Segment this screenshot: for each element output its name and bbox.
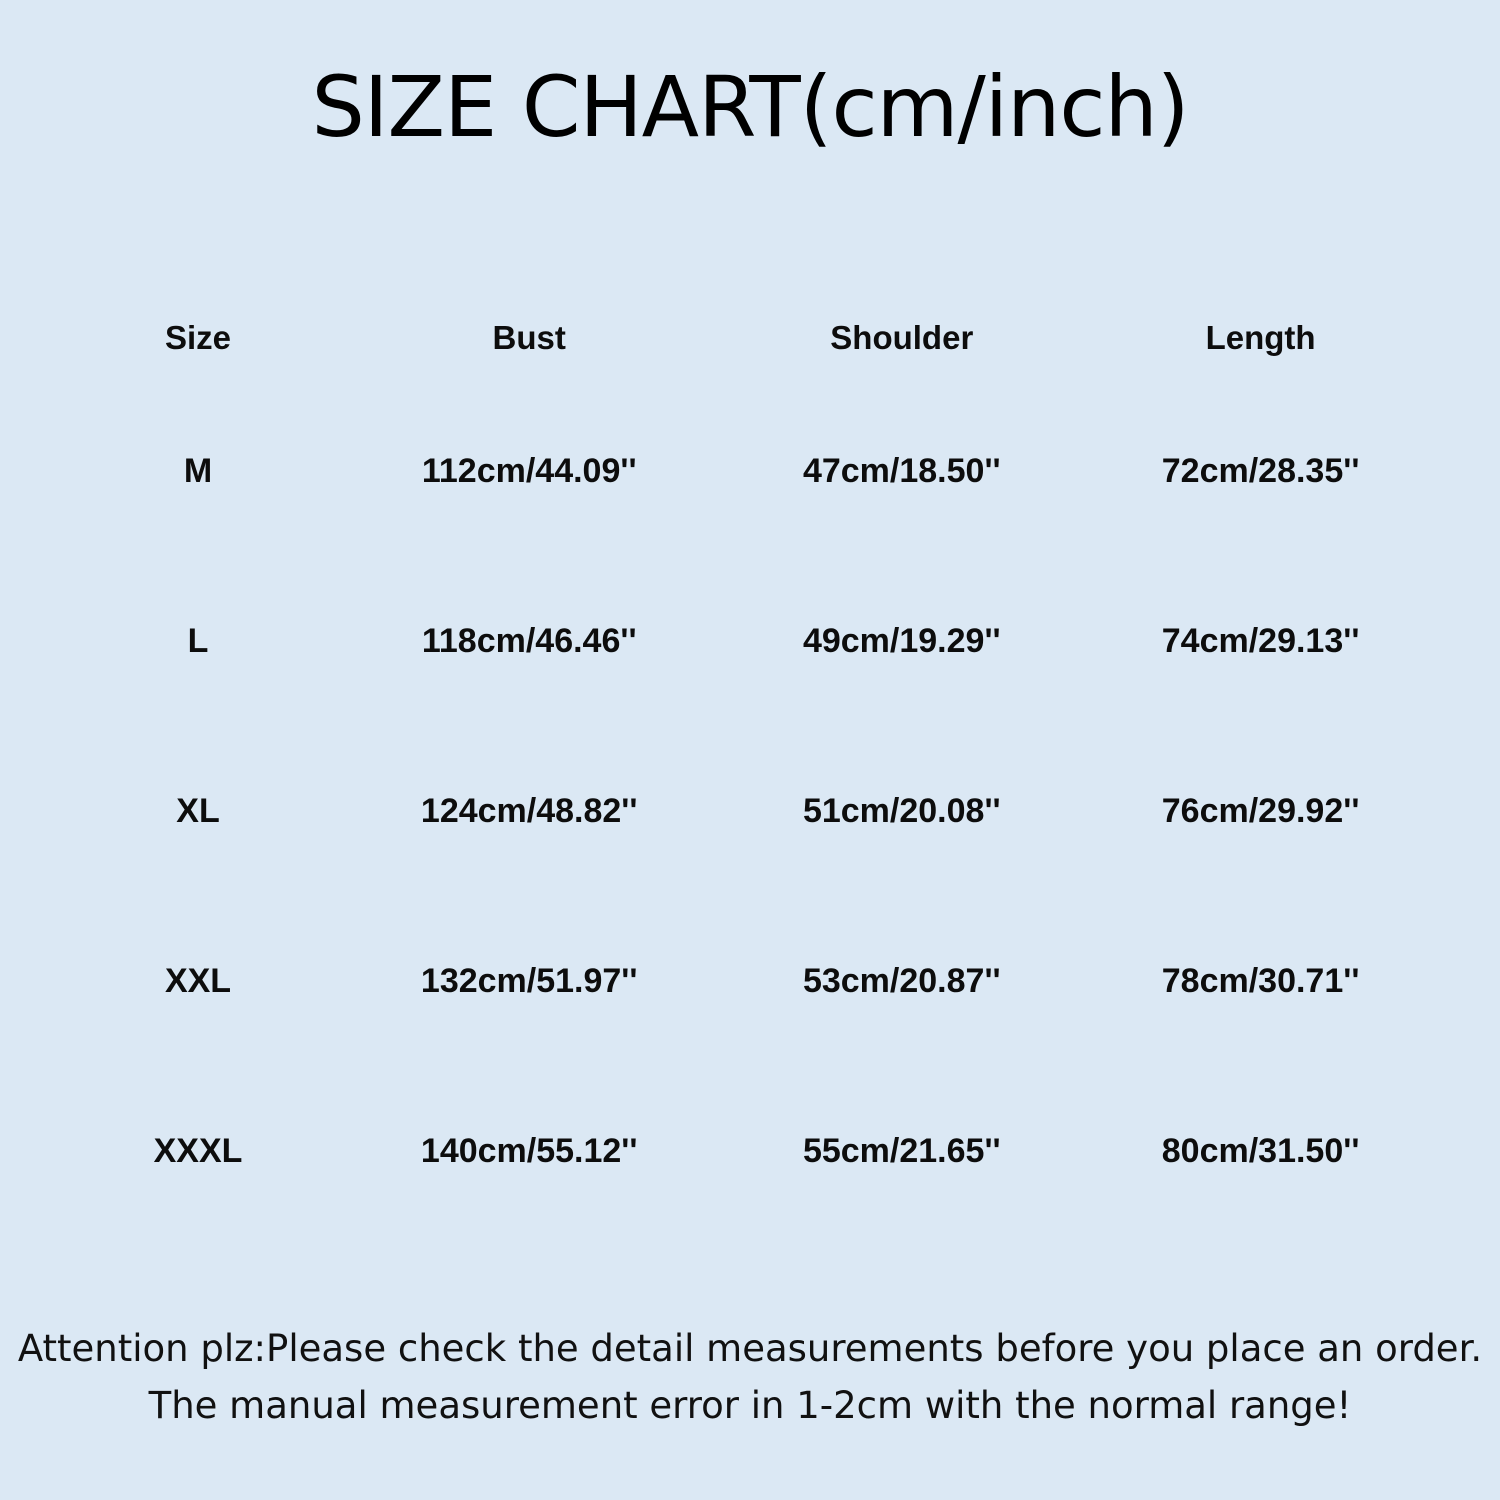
cell-length: 74cm/29.13'' — [1161, 621, 1360, 660]
column-header-length: Length — [1205, 319, 1316, 356]
cell-shoulder: 51cm/20.08'' — [802, 791, 1001, 830]
table-header-row — [60, 290, 1440, 386]
cell-size: XXL — [164, 961, 232, 1000]
cell-length: 76cm/29.92'' — [1161, 791, 1360, 830]
measurement-note-line-1: Attention plz:Please check the detail measurements before you place an order. — [17, 1327, 1483, 1370]
cell-shoulder: 53cm/20.87'' — [802, 961, 1001, 1000]
cell-length: 72cm/28.35'' — [1161, 451, 1360, 490]
cell-bust: 118cm/46.46'' — [421, 621, 637, 660]
cell-size: M — [183, 451, 213, 490]
column-header-shoulder: Shoulder — [830, 319, 974, 356]
table-row — [60, 386, 1440, 556]
cell-length: 78cm/30.71'' — [1161, 961, 1360, 1000]
size-chart-table — [60, 290, 1440, 1236]
table-row — [60, 896, 1440, 1066]
column-header-size: Size — [164, 319, 232, 356]
table-row — [60, 556, 1440, 726]
page-title: SIZE CHART(cm/inch) — [311, 58, 1189, 156]
cell-shoulder: 47cm/18.50'' — [802, 451, 1001, 490]
cell-bust: 124cm/48.82'' — [420, 791, 638, 830]
cell-bust: 132cm/51.97'' — [420, 961, 638, 1000]
column-header-bust: Bust — [492, 319, 566, 356]
cell-shoulder: 49cm/19.29'' — [802, 621, 1001, 660]
cell-bust: 140cm/55.12'' — [420, 1131, 638, 1170]
table-row — [60, 1066, 1440, 1236]
cell-size: L — [187, 621, 209, 660]
measurement-note-line-2: The manual measurement error in 1-2cm with the normal range! — [148, 1384, 1352, 1428]
measurement-note — [0, 1320, 1500, 1435]
table-header — [60, 290, 1440, 386]
table-body — [60, 386, 1440, 1236]
table-row — [60, 726, 1440, 896]
cell-bust: 112cm/44.09'' — [421, 451, 637, 490]
cell-shoulder: 55cm/21.65'' — [802, 1131, 1001, 1170]
cell-size: XL — [176, 791, 220, 830]
cell-size: XXXL — [153, 1131, 243, 1170]
cell-length: 80cm/31.50'' — [1161, 1131, 1360, 1170]
